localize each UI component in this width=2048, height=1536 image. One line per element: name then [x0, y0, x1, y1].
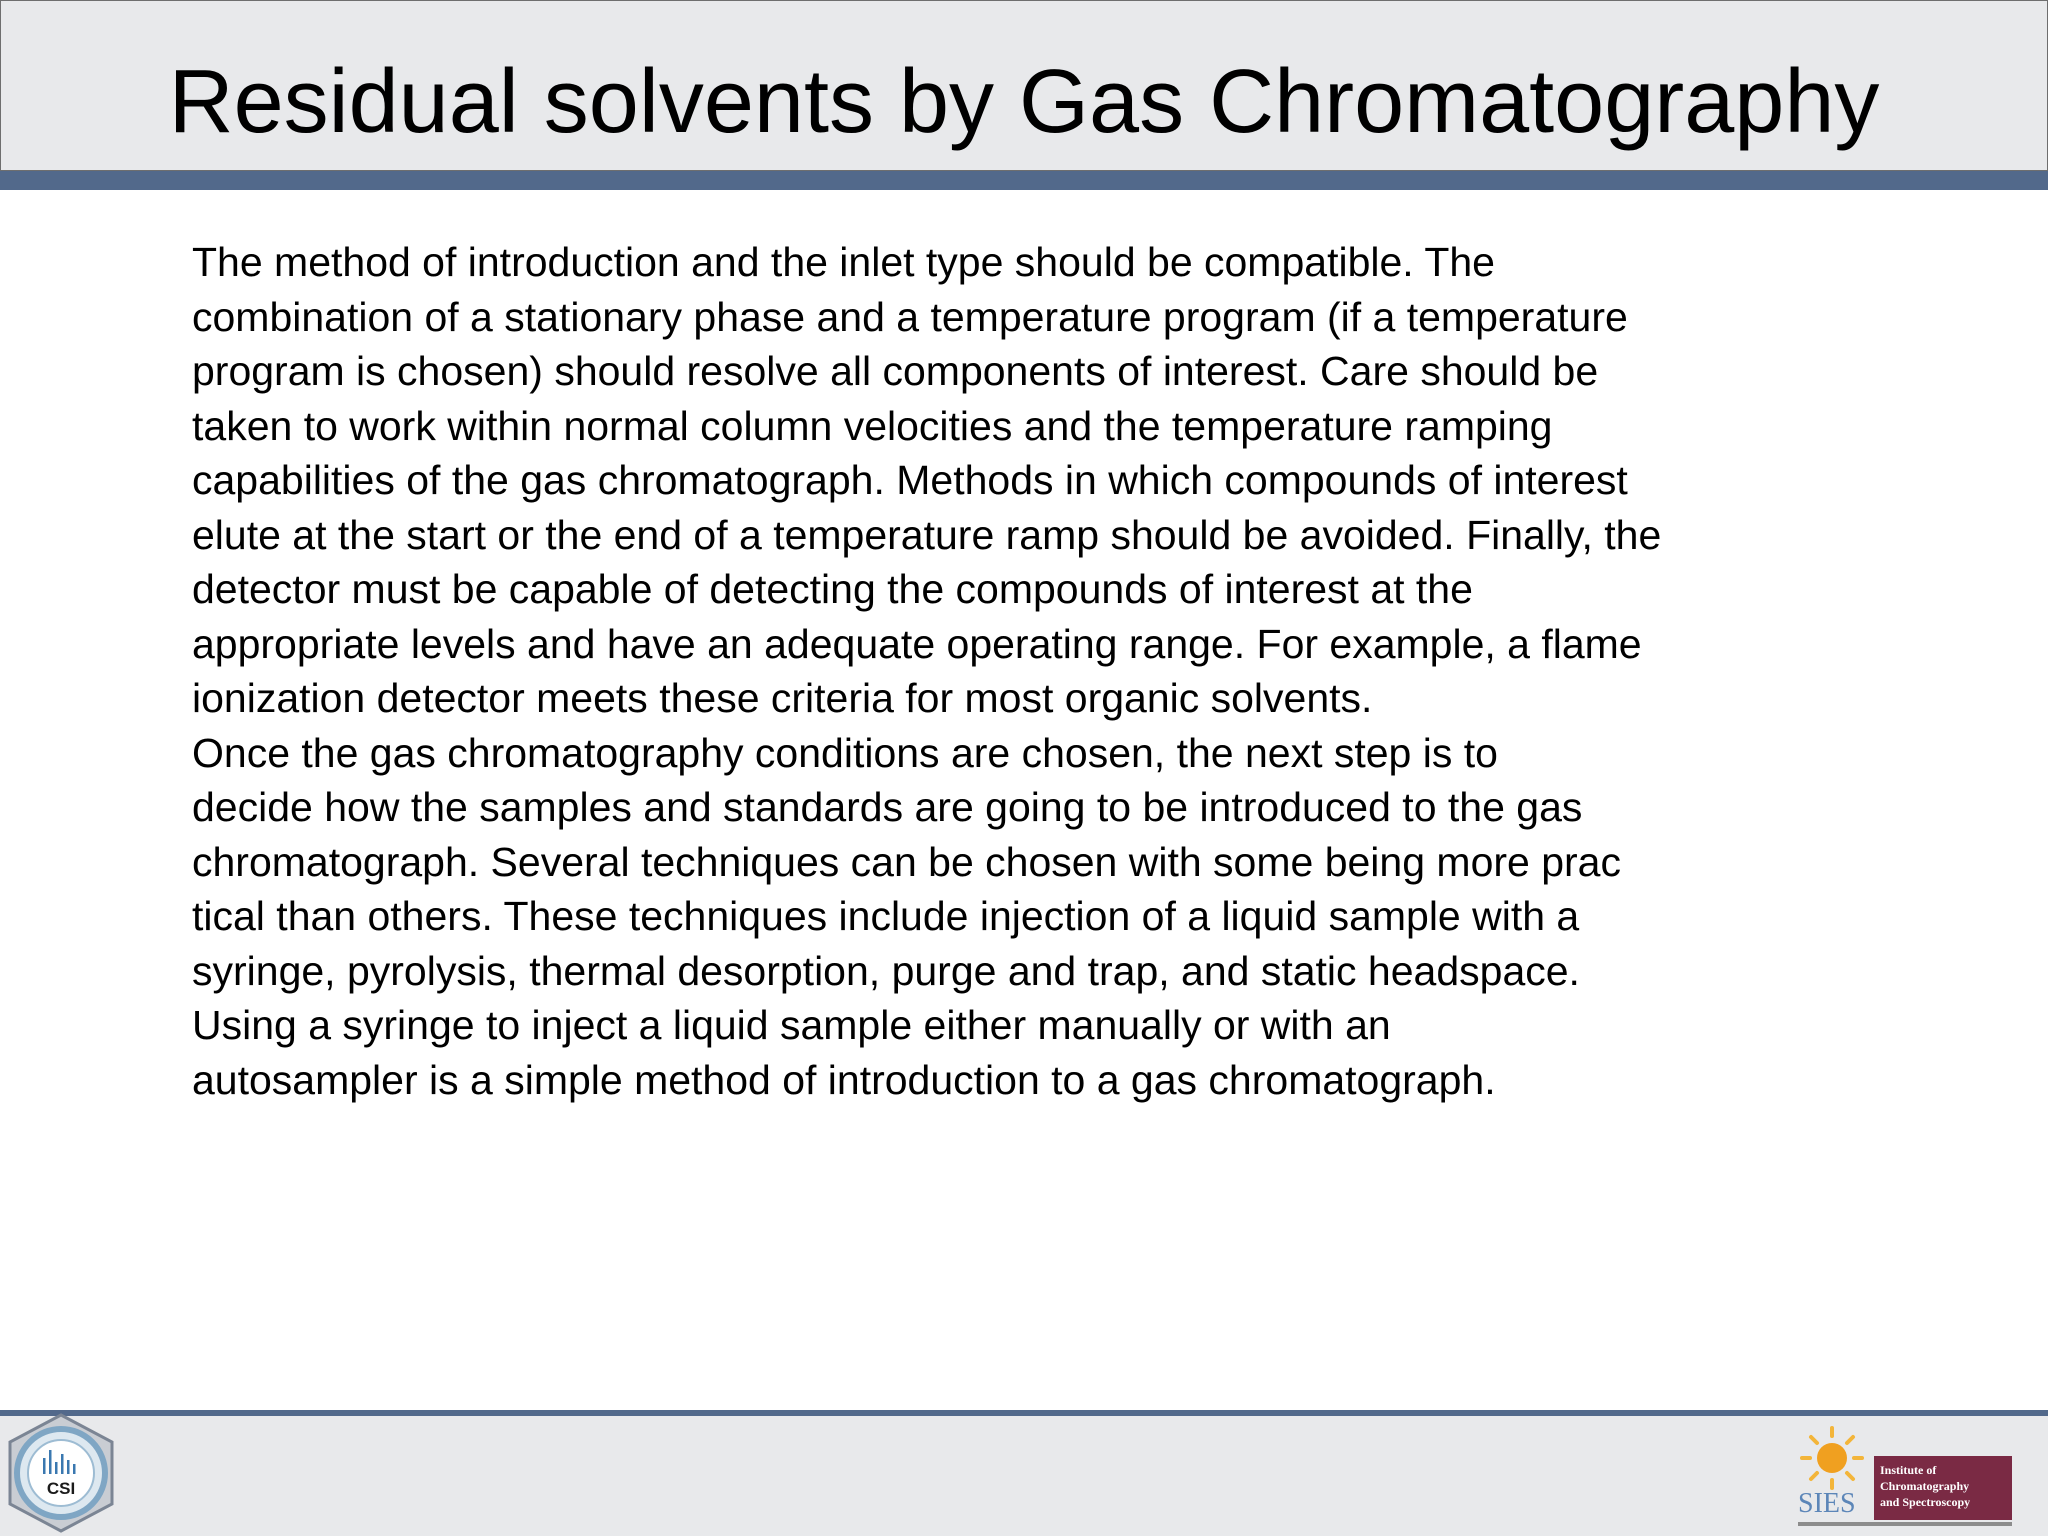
- body-line: detector must be capable of detecting the compounds of interest at the: [192, 566, 1473, 612]
- header-divider: [0, 171, 2048, 190]
- body-line: elute at the start or the end of a temperature ramp should be avoided. Finally, the: [192, 511, 1662, 558]
- body-line: program is chosen) should resolve all components of interest. Care should be: [192, 348, 1599, 394]
- sies-brand-text: SIES: [1798, 1488, 1856, 1519]
- body-line: taken to work within normal column velocities and the temperature ramping: [192, 402, 1553, 449]
- body-line: appropriate levels and have an adequate operating range. For example, a flame: [192, 620, 1642, 667]
- body-line: ionization detector meets these criteria for most organic solvents.: [192, 675, 1373, 721]
- slide-body: [192, 235, 1872, 1107]
- sies-box-line: Institute of: [1880, 1463, 1937, 1477]
- body-line: tical than others. These techniques include injection of a liquid sample with a: [192, 893, 1580, 939]
- slide-footer: [0, 1416, 2048, 1536]
- body-line: chromatograph. Several techniques can be chosen with some being more prac: [192, 838, 1621, 885]
- slide-title: Residual solvents by Gas Chromatography: [168, 52, 1880, 152]
- sies-box-line: and Spectroscopy: [1880, 1495, 1971, 1509]
- body-line: syringe, pyrolysis, thermal desorption, purge and trap, and static headspace.: [192, 947, 1580, 994]
- sies-box-line: Chromatography: [1880, 1479, 1970, 1493]
- body-line: The method of introduction and the inlet type should be compatible. The: [192, 239, 1495, 285]
- body-line: Using a syringe to inject a liquid sample either manually or with an: [192, 1002, 1391, 1048]
- body-line: combination of a stationary phase and a temperature program (if a temperature: [192, 293, 1628, 340]
- csi-logo-text: CSI: [46, 1479, 76, 1498]
- sies-institute-logo: [1792, 1418, 2022, 1532]
- body-line: Once the gas chromatography conditions are chosen, the next step is to: [192, 729, 1498, 776]
- sun-icon: [1802, 1428, 1862, 1488]
- body-line: decide how the samples and standards are going to be introduced to the gas: [192, 784, 1583, 830]
- body-line: capabilities of the gas chromatograph. Methods in which compounds of interest: [192, 457, 1628, 503]
- csi-seal-logo: [2, 1412, 120, 1534]
- body-line: autosampler is a simple method of introduction to a gas chromatograph.: [192, 1056, 1496, 1103]
